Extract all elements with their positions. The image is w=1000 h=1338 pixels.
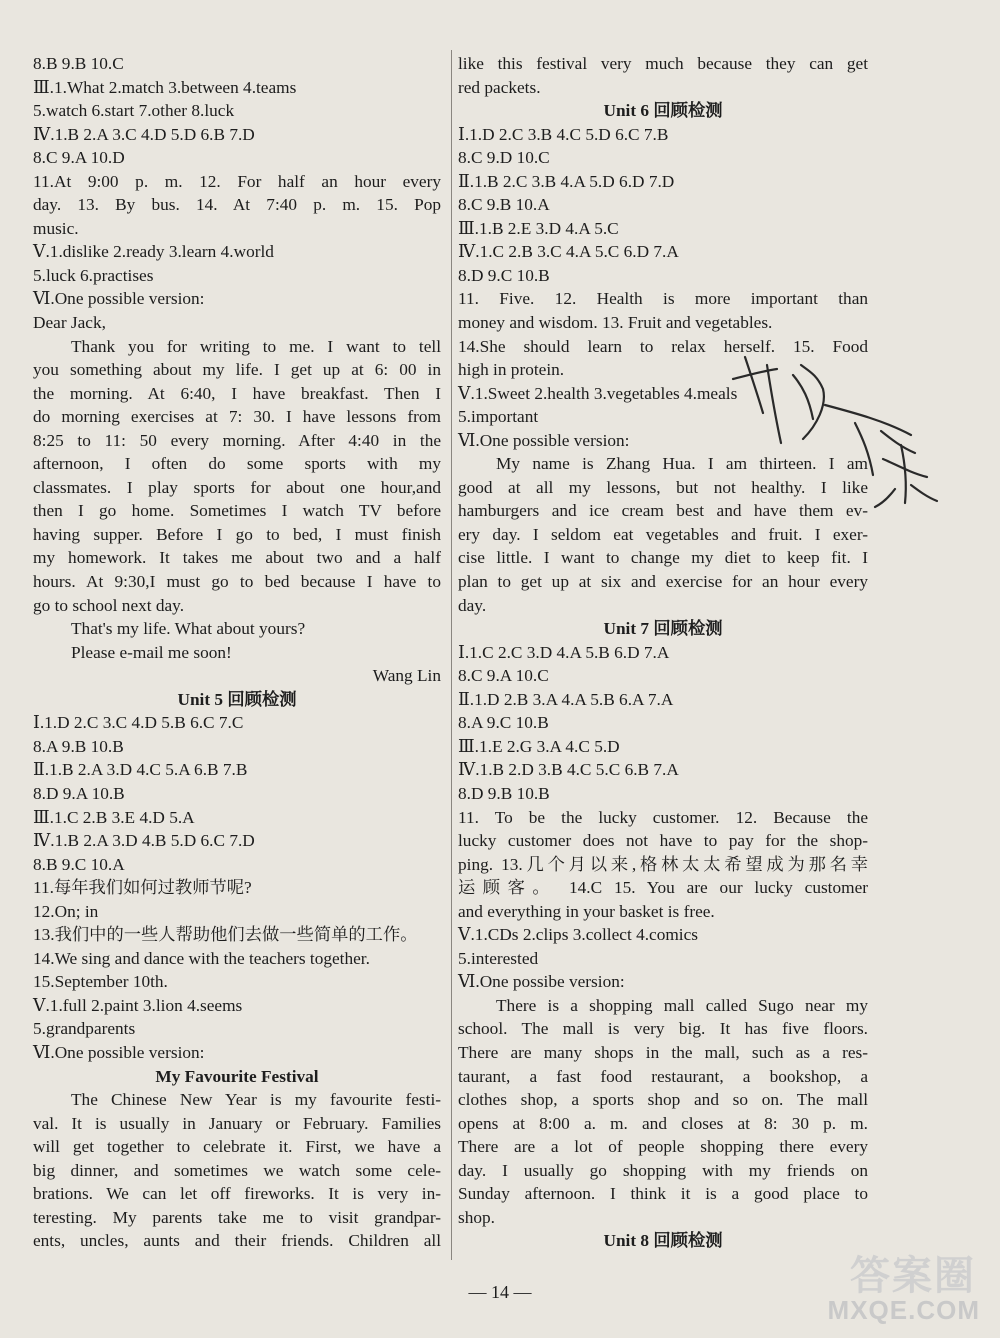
text-line: you something about my life. I get up at 6: 00 in [33, 360, 441, 380]
text-line: 15.September 10th. [33, 972, 168, 992]
watermark-chinese: 答案圈 [850, 1253, 976, 1299]
text-line: hours. At 9:30,I must go to bed because I have to [33, 572, 441, 592]
text-line: and everything in your basket is free. [458, 901, 715, 921]
text-line: Ⅰ.1.D 2.C 3.B 4.C 5.D 6.C 7.B [458, 124, 669, 144]
text-line: Ⅰ.1.C 2.C 3.D 4.A 5.B 6.D 7.A [458, 642, 670, 662]
text-line: Please e-mail me soon! [71, 642, 232, 662]
text-line: Ⅴ.1.Sweet 2.health 3.vegetables 4.meals [458, 383, 738, 403]
text-line: 11. Five. 12. Health is more important than [458, 289, 868, 309]
text-line: brations. We can let off fireworks. It is very in- [33, 1184, 441, 1204]
text-line: 14.She should learn to relax herself. 15. Food [458, 336, 868, 356]
text-line: the morning. At 6:40, I have breakfast. Then I [33, 383, 441, 403]
text-line: Ⅵ.One possible version: [33, 289, 205, 309]
text-line: ents, uncles, aunts and their friends. Children all [33, 1231, 441, 1251]
text-line: Thank you for writing to me. I want to tell [71, 336, 441, 356]
text-line: Ⅴ.1.dislike 2.ready 3.learn 4.world [33, 242, 274, 262]
text-line: Ⅳ.1.C 2.B 3.C 4.A 5.C 6.D 7.A [458, 242, 679, 262]
section-heading: Unit 7 回顾检测 [603, 619, 723, 639]
text-line: classmates. I play sports for about one hour,and [33, 477, 441, 497]
text-line: Ⅲ.1.C 2.B 3.E 4.D 5.A [33, 807, 195, 827]
text-line: 8.C 9.B 10.A [458, 195, 550, 215]
text-line: ping. 13.几个月以来,格林太太希望成为那名幸 [458, 854, 868, 874]
text-line: ery day. I seldom eat vegetables and fruit. I exer- [458, 524, 868, 544]
text-line: Dear Jack, [33, 313, 106, 333]
text-line: 5.luck 6.practises [33, 265, 154, 285]
text-line: 8.D 9.A 10.B [33, 783, 125, 803]
text-line: day. I usually go shopping with my friends on [458, 1160, 868, 1180]
text-line: 13.我们中的一些人帮助他们去做一些简单的工作。 [33, 925, 418, 945]
text-line: 8.A 9.C 10.B [458, 713, 549, 733]
text-line: my homework. It takes me about two and a half [33, 548, 441, 568]
text-line: music. [33, 218, 79, 238]
text-line: red packets. [458, 77, 541, 97]
section-heading: Unit 8 回顾检测 [603, 1231, 723, 1251]
page-number: — 14 — [468, 1282, 532, 1302]
text-line: There is a shopping mall called Sugo near my [496, 995, 868, 1015]
text-line: Ⅵ.One possible version: [33, 1042, 205, 1062]
text-line: taurant, a fast food restaurant, a bookshop, a [458, 1066, 868, 1086]
text-line: big dinner, and sometimes we watch some cele- [33, 1160, 441, 1180]
text-line: 14.We sing and dance with the teachers together. [33, 948, 370, 968]
text-line: go to school next day. [33, 595, 185, 615]
text-line: Ⅳ.1.B 2.A 3.D 4.B 5.D 6.C 7.D [33, 831, 255, 851]
text-line: plan to get up at six and exercise for an hour every [458, 572, 868, 592]
text-line: 5.watch 6.start 7.other 8.luck [33, 101, 235, 121]
text-line: good at all my lessons, but not healthy. I like [458, 477, 868, 497]
text-line: 11.每年我们如何过教师节呢? [33, 878, 252, 898]
text-line: school. The mall is very big. It has five floors. [458, 1019, 868, 1039]
watermark-url: MXQE.COM [827, 1295, 980, 1325]
text-line: That's my life. What about yours? [71, 619, 306, 639]
text-line: having supper. Before I go to bed, I must finish [33, 524, 441, 544]
text-line: Ⅲ.1.What 2.match 3.between 4.teams [33, 77, 297, 97]
text-line: day. 13. By bus. 14. At 7:40 p. m. 15. Pop [33, 195, 441, 215]
text-line: 运顾客。 14.C 15. You are our lucky customer [458, 878, 868, 898]
text-line: 8.C 9.A 10.C [458, 666, 549, 686]
right-column [458, 52, 868, 1253]
text-line: will get together to celebrate it. First, we have a [33, 1137, 441, 1157]
text-line: 8.D 9.B 10.B [458, 783, 550, 803]
text-line: 5.interested [458, 948, 539, 968]
text-line: 8.A 9.B 10.B [33, 736, 124, 756]
text-line: 8.B 9.B 10.C [33, 54, 124, 73]
text-line: clothes shop, a sports shop and so on. The mall [458, 1090, 868, 1110]
text-line: Ⅱ.1.B 2.A 3.D 4.C 5.A 6.B 7.B [33, 760, 248, 780]
text-line: Wang Lin [372, 666, 441, 686]
text-line: then I go home. Sometimes I watch TV before [33, 501, 441, 521]
text-line: high in protein. [458, 360, 565, 380]
text-line: cise little. I want to change my diet to keep fit. I [458, 548, 868, 568]
text-line: opens at 8:00 a. m. and closes at 8: 30 p. m. [458, 1113, 868, 1133]
text-line: hamburgers and ice cream best and have them ev- [458, 501, 868, 521]
text-line: Sunday afternoon. I think it is a good place to [458, 1184, 868, 1204]
section-heading: Unit 6 回顾检测 [603, 101, 723, 121]
text-line: Ⅵ.One possibe version: [458, 972, 625, 992]
text-line: 5.important [458, 407, 539, 427]
text-line: Ⅲ.1.B 2.E 3.D 4.A 5.C [458, 218, 619, 238]
text-line: Ⅳ.1.B 2.A 3.C 4.D 5.D 6.B 7.D [33, 124, 255, 144]
text-line: 8.D 9.C 10.B [458, 265, 550, 285]
text-line: lucky customer does not have to pay for the shop- [458, 831, 868, 851]
text-line: 12.On; in [33, 901, 99, 921]
text-line: day. [458, 595, 487, 615]
section-heading: My Favourite Festival [155, 1066, 319, 1086]
text-line: teresting. My parents take me to visit grandpar- [33, 1207, 441, 1227]
text-line: My name is Zhang Hua. I am thirteen. I am [496, 454, 868, 474]
text-line: The Chinese New Year is my favourite festi- [71, 1090, 441, 1110]
text-line: money and wisdom. 13. Fruit and vegetables. [458, 313, 773, 333]
text-line: like this festival very much because they can get [458, 54, 868, 73]
text-line: 11.At 9:00 p. m. 12. For half an hour every [33, 171, 441, 191]
text-line: Ⅳ.1.B 2.D 3.B 4.C 5.C 6.B 7.A [458, 760, 679, 780]
text-line: 5.grandparents [33, 1019, 136, 1039]
column-divider [451, 50, 452, 1260]
text-line: 8.B 9.C 10.A [33, 854, 125, 874]
text-line: val. It is usually in January or February. Families [33, 1113, 441, 1133]
text-line: Ⅴ.1.CDs 2.clips 3.collect 4.comics [458, 925, 698, 945]
text-line: Ⅲ.1.E 2.G 3.A 4.C 5.D [458, 736, 620, 756]
text-line: Ⅱ.1.B 2.C 3.B 4.A 5.D 6.D 7.D [458, 171, 675, 191]
text-line: afternoon, I often do some sports with my [33, 454, 441, 474]
text-line: Ⅰ.1.D 2.C 3.C 4.D 5.B 6.C 7.C [33, 713, 244, 733]
section-heading: Unit 5 回顾检测 [177, 689, 297, 709]
left-column [33, 52, 441, 1253]
text-line: do morning exercises at 7: 30. I have lessons from [33, 407, 441, 427]
text-line: There are a lot of people shopping there every [458, 1137, 868, 1157]
text-line: 11. To be the lucky customer. 12. Because the [458, 807, 868, 827]
text-line: shop. [458, 1207, 495, 1227]
text-line: Ⅴ.1.full 2.paint 3.lion 4.seems [33, 995, 243, 1015]
text-line: 8:25 to 11: 50 every morning. After 4:40 in the [33, 430, 441, 450]
text-line: There are many shops in the mall, such as a res- [458, 1042, 868, 1062]
text-line: 8.C 9.A 10.D [33, 148, 125, 168]
text-line: Ⅵ.One possible version: [458, 430, 630, 450]
text-line: 8.C 9.D 10.C [458, 148, 550, 168]
text-line: Ⅱ.1.D 2.B 3.A 4.A 5.B 6.A 7.A [458, 689, 674, 709]
